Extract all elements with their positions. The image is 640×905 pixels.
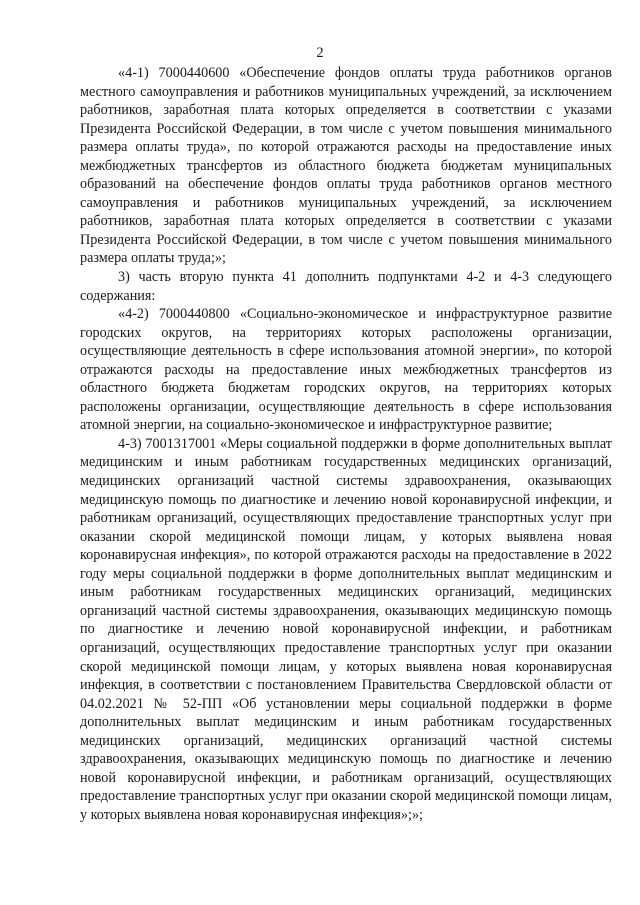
paragraph-subitem-4-1: «4-1) 7000440600 «Обеспечение фондов оплаты труда работников органов местного самоуправления и работников муниципальных учреждений, за исключением работников, заработная плата которых определяется в соответствии с указами Президента Российской Федерации, в том числе с учетом повышения минимального размера оплаты труда», по которой отражаются расходы на предоставление иных межбюджетных трансфертов из областного бюджета бюджетам муниципальных образований на обеспечение фондов оплаты труда работников органов местного самоуправления и работников муниципальных учреждений, за исключением работников, заработная плата которых определяется в соответствии с указами Президента Российской Федерации, в том числе с учетом повышения минимального размера оплаты труда;»; bbox=[80, 65, 612, 267]
document-body bbox=[80, 64, 612, 824]
paragraph-subitem-4-2: «4-2) 7000440800 «Социально-экономическое и инфраструктурное развитие городских округов, на территориях которых расположены организации, осуществляющие деятельность в сфере использования атомной энергии», по которой отражаются расходы на предоставление иных межбюджетных трансфертов из областного бюджета бюджетам городских округов, на территориях которых расположены организации, осуществляющие деятельность в сфере использования атомной энергии, на социально-экономическое и инфраструктурное развитие; bbox=[80, 306, 612, 434]
paragraph-amendment-3: 3) часть вторую пункта 41 дополнить подпунктами 4-2 и 4-3 следующего содержания: bbox=[80, 269, 612, 304]
paragraph-subitem-4-3: 4-3) 7001317001 «Меры социальной поддержки в форме дополнительных выплат медицинским и иным работникам государственных медицинских организаций, медицинских организаций частной системы здравоохранения, оказывающих медицинскую помощь по диагностике и лечению новой коронавирусной инфекции, и работникам организаций, осуществляющих предоставление транспортных услуг при оказании скорой медицинской помощи лицам, у которых выявлена новая коронавирусная инфекция», по которой отражаются расходы на предоставление в 2022 году меры социальной поддержки в форме дополнительных выплат медицинским и иным работникам государственных медицинских организаций, медицинских организаций частной системы здравоохранения, оказывающих медицинскую помощь по диагностике и лечению новой коронавирусной инфекции, и работникам организаций, осуществляющих предоставление транспортных услуг при оказании скорой медицинской помощи лицам, у которых выявлена новая коронавирусная инфекция, в соответствии с постановлением Правительства Свердловской области от 04.02.2021 № 52-ПП «Об установлении меры социальной поддержки в форме дополнительных выплат медицинским и иным работникам государственных медицинских организаций, медицинских организаций частной системы здравоохранения, оказывающих медицинскую помощь по диагностике и лечению новой коронавирусной инфекции, и работникам организаций, осуществляющих предоставление транспортных услуг при оказании скорой медицинской помощи лицам, у которых выявлена новая коронавирусная инфекция»;»; bbox=[80, 435, 612, 823]
page-number: 2 bbox=[316, 45, 324, 61]
